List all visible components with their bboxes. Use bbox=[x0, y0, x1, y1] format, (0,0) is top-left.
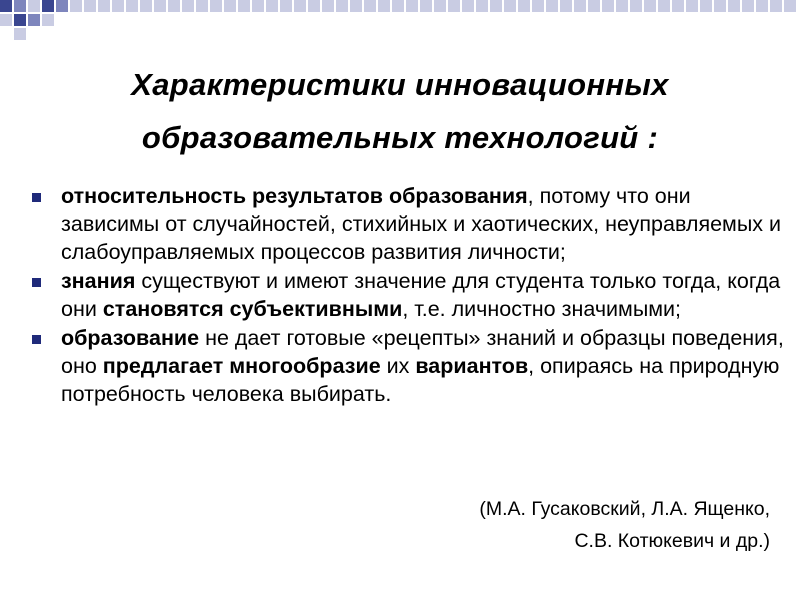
citation-line-2: С.В. Котюкевич и др.) bbox=[574, 530, 770, 552]
slide-title-line-1: Характеристики инновационных bbox=[131, 67, 669, 102]
bullet-item bbox=[28, 267, 788, 323]
bullet-emphasis-text: образование bbox=[61, 326, 200, 350]
square-bullet-icon bbox=[32, 335, 41, 344]
citation-line-1: (М.А. Гусаковский, Л.А. Ященко, bbox=[479, 498, 770, 520]
slide-title-line-2: образовательных технологий : bbox=[141, 120, 659, 155]
bullet-text: не дает готовые «рецепты» знаний и образцы поведения, оно bbox=[61, 326, 784, 378]
bullet-text: существуют и имеют значение для студента только тогда, когда они bbox=[61, 269, 781, 321]
bullet-text: , опираясь на природную потребность человека выбирать. bbox=[61, 354, 780, 406]
bullet-emphasis-text: вариантов bbox=[415, 354, 529, 378]
bullet-emphasis-text: относительность результатов образования bbox=[61, 184, 528, 208]
bullet-list bbox=[28, 182, 788, 409]
bullet-text: , т.е. личностно значимыми; bbox=[402, 297, 682, 321]
square-bullet-icon bbox=[32, 193, 41, 202]
slide-title bbox=[40, 58, 760, 164]
bullet-emphasis-text: становятся субъективными bbox=[102, 297, 403, 321]
bullet-text: , потому что они зависимы от случайностей, стихийных и хаотических, неуправляемых и слабоуправляемых процессов развития личности; bbox=[61, 184, 782, 264]
citation bbox=[479, 493, 770, 557]
bullet-item bbox=[28, 182, 788, 266]
corner-decoration bbox=[0, 0, 800, 48]
square-bullet-icon bbox=[32, 278, 41, 287]
bullet-emphasis-text: знания bbox=[61, 269, 136, 293]
bullet-emphasis-text: предлагает многообразие bbox=[102, 354, 381, 378]
bullet-text: их bbox=[380, 354, 416, 378]
bullet-item bbox=[28, 324, 788, 408]
